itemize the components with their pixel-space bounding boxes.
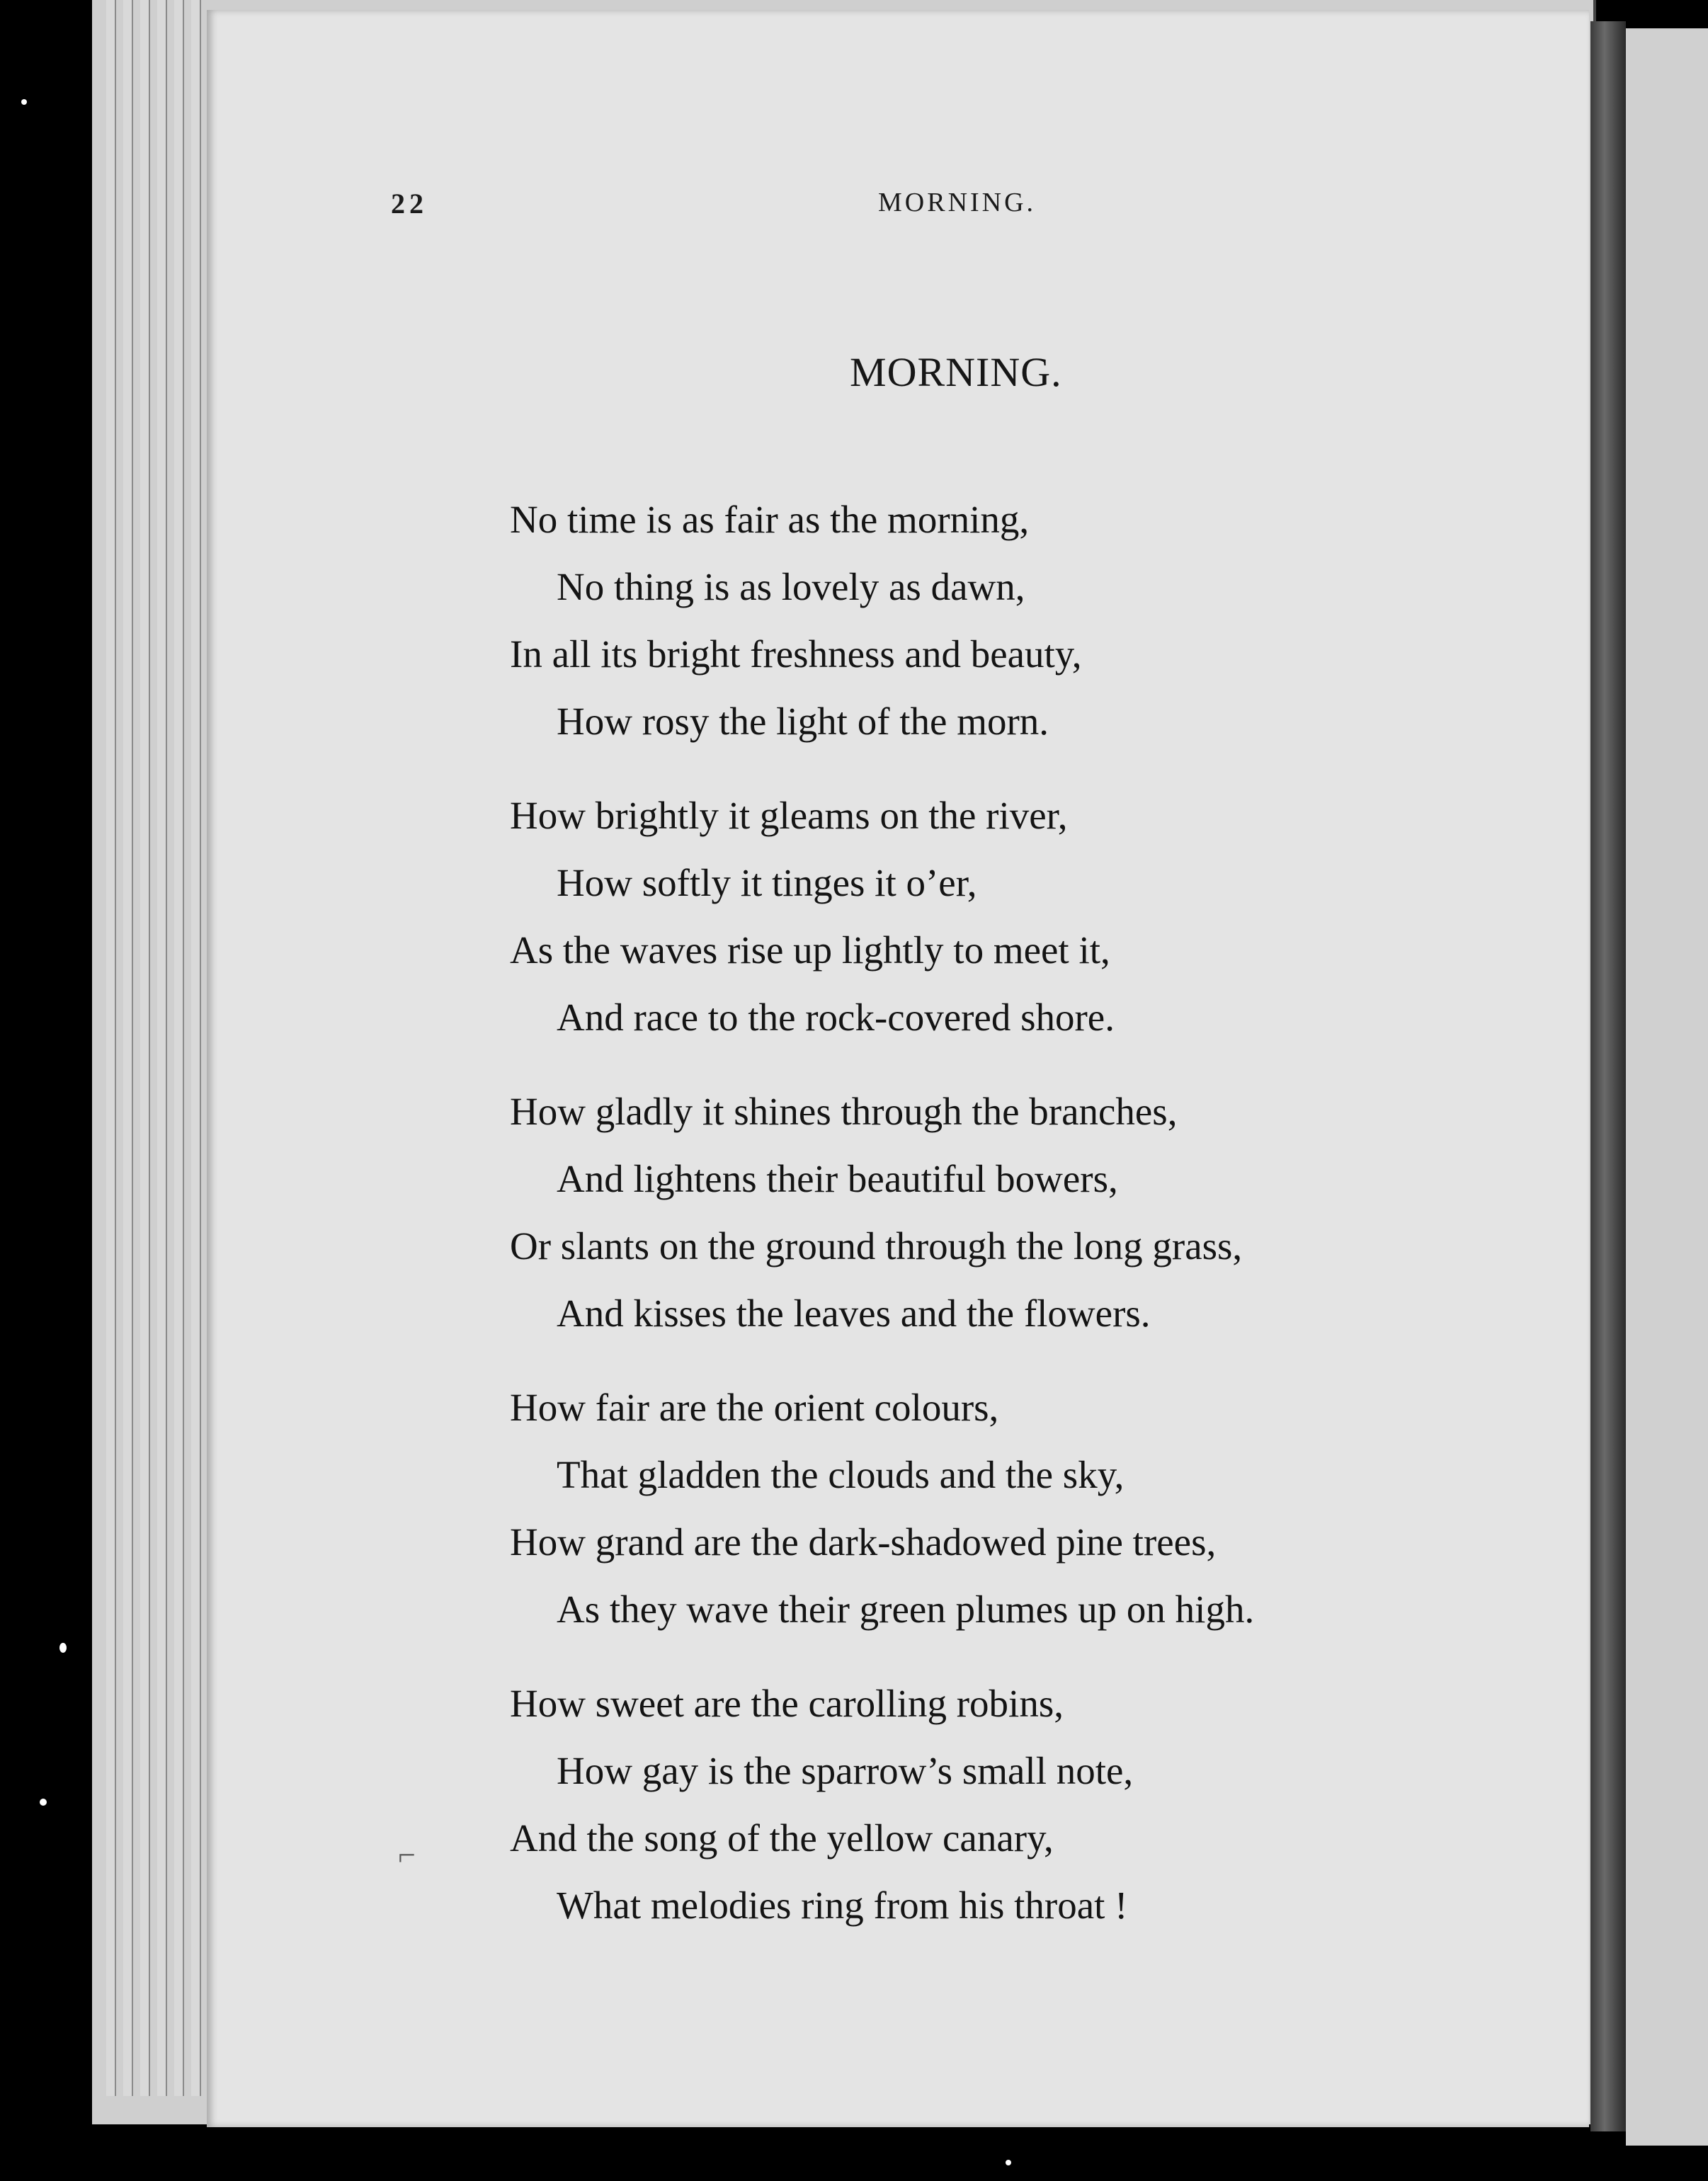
poem-line: What melodies ring from his throat ! bbox=[557, 1884, 1128, 1927]
facing-page-edge bbox=[1626, 28, 1708, 2146]
page-edge bbox=[191, 0, 201, 2096]
gutter-shadow bbox=[1590, 21, 1626, 2131]
book-page bbox=[207, 10, 1589, 2127]
stanza bbox=[510, 1374, 1572, 1643]
poem-line: How gladly it shines through the branches, bbox=[510, 1090, 1178, 1133]
poem-line: As they wave their green plumes up on high. bbox=[557, 1588, 1255, 1631]
poem-line: How sweet are the carolling robins, bbox=[510, 1682, 1064, 1725]
running-title: MORNING. bbox=[878, 188, 1037, 217]
poem-line: And kisses the leaves and the flowers. bbox=[557, 1292, 1151, 1335]
stanza bbox=[510, 782, 1572, 1051]
poem-title: MORNING. bbox=[850, 349, 1062, 395]
poem-line: How grand are the dark-shadowed pine trees, bbox=[510, 1520, 1217, 1564]
stanza bbox=[510, 1078, 1572, 1347]
poem-line: How brightly it gleams on the river, bbox=[510, 794, 1068, 837]
dust-speck bbox=[40, 1799, 47, 1806]
page-edge bbox=[157, 0, 167, 2096]
page-edge bbox=[174, 0, 184, 2096]
poem-line: And race to the rock-covered shore. bbox=[557, 996, 1115, 1039]
poem-line: How softly it tinges it o’er, bbox=[557, 861, 977, 904]
margin-mark: ⌐ bbox=[398, 1838, 416, 1872]
running-head bbox=[207, 187, 1589, 229]
poem-line: Or slants on the ground through the long grass, bbox=[510, 1224, 1243, 1268]
poem-line: No time is as fair as the morning, bbox=[510, 498, 1030, 541]
poem-line: And the song of the yellow canary, bbox=[510, 1816, 1054, 1860]
poem-line: How fair are the orient colours, bbox=[510, 1386, 999, 1429]
poem-line: In all its bright freshness and beauty, bbox=[510, 632, 1082, 676]
page-number: 22 bbox=[391, 188, 428, 220]
poem-line: As the waves rise up lightly to meet it, bbox=[510, 928, 1110, 972]
dust-speck bbox=[21, 99, 27, 105]
poem-line: That gladden the clouds and the sky, bbox=[557, 1453, 1125, 1496]
dust-speck bbox=[1006, 2160, 1011, 2165]
poem-line: And lightens their beautiful bowers, bbox=[557, 1157, 1118, 1200]
poem-body bbox=[510, 486, 1572, 1966]
poem-line: How gay is the sparrow’s small note, bbox=[557, 1749, 1134, 1792]
page-edge bbox=[140, 0, 150, 2096]
page-edge bbox=[106, 0, 116, 2096]
dust-speck bbox=[59, 1643, 67, 1653]
poem-line: No thing is as lovely as dawn, bbox=[557, 565, 1025, 608]
stanza bbox=[510, 1670, 1572, 1939]
page-edge bbox=[123, 0, 133, 2096]
stanza bbox=[510, 486, 1572, 755]
poem-line: How rosy the light of the morn. bbox=[557, 700, 1049, 743]
